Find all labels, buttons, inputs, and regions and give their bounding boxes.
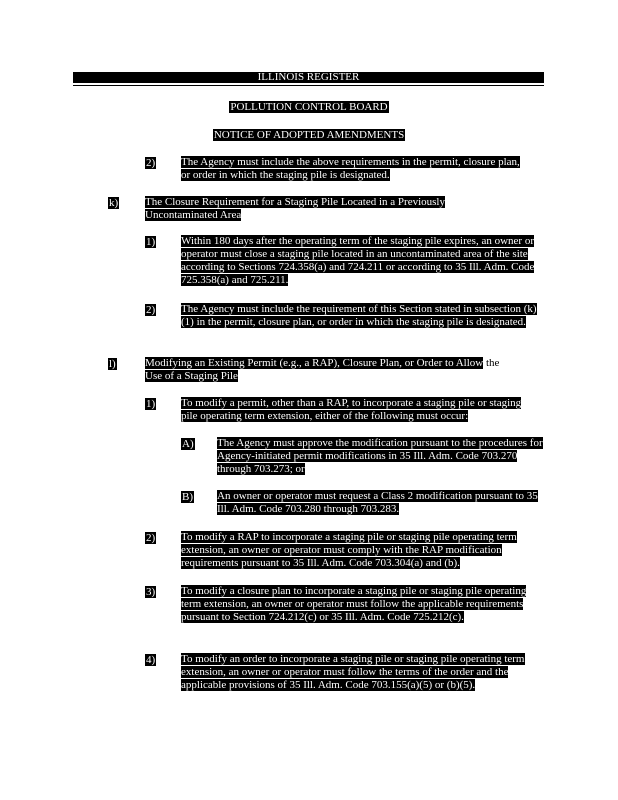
item-marker: 2) — [146, 157, 156, 169]
item-marker: 4) — [146, 654, 156, 666]
subitem-marker: B) — [182, 491, 193, 503]
register-header: ILLINOIS REGISTER — [73, 72, 544, 83]
paragraph: To modify a permit, other than a RAP, to incorporate a staging pile or staging pile operating term extension, either of the following must occur: — [181, 397, 522, 422]
item-marker: 2) — [146, 304, 156, 316]
section-marker: l) — [109, 358, 116, 370]
paragraph: The Agency must approve the modification pursuant to the procedures for Agency-initiated permit modifications in 35 Ill. Adm. Code 703.270 through 703.273; or — [217, 437, 543, 475]
paragraph: The Agency must include the requirement of this Section stated in subsection (k)(1) in the permit, closure plan, or order in which the staging pile is designated. — [181, 303, 537, 328]
paragraph: The Agency must include the above requirements in the permit, closure plan, or order in which the staging pile is designated. — [181, 156, 520, 181]
paragraph: Within 180 days after the operating term of the staging pile expires, an owner or operator must close a staging pile located in an uncontaminated area of the site according to Sections 724.358(a) and 724.211 or according to 35 Ill. Adm. Code 725.358(a) and 725.211. — [181, 235, 535, 286]
item-marker: 1) — [146, 398, 156, 410]
section-heading: Modifying an Existing Permit (e.g., a RAP), Closure Plan, or Order to Allow the Use of a Staging Pile — [145, 357, 500, 382]
paragraph: An owner or operator must request a Class 2 modification pursuant to 35 Ill. Adm. Code 703.280 through 703.283. — [217, 490, 538, 515]
section-heading: The Closure Requirement for a Staging Pile Located in a Previously Uncontaminated Area — [145, 196, 445, 221]
paragraph: To modify an order to incorporate a staging pile or staging pile operating term extension, an owner or operator must follow the terms of the order and the applicable provisions of 35 Ill. Adm. Code 703.155(a)(5) or (b)(5). — [181, 653, 525, 691]
header-rule — [73, 85, 544, 86]
board-title: POLLUTION CONTROL BOARD — [230, 101, 388, 113]
paragraph: To modify a RAP to incorporate a staging pile or staging pile operating term extension, an owner or operator must comply with the RAP modification requirements pursuant to 35 Ill. Adm. Code 703.304(a) and (b). — [181, 531, 517, 569]
subitem-marker: A) — [182, 438, 194, 450]
item-marker: 1) — [146, 236, 156, 248]
item-marker: 2) — [146, 532, 156, 544]
section-marker: k) — [109, 197, 119, 209]
item-marker: 3) — [146, 586, 156, 598]
paragraph: To modify a closure plan to incorporate a staging pile or staging pile operating term extension, an owner or operator must follow the applicable requirements pursuant to Section 724.212(c) or 35 Ill. Adm. Code 725.212(c). — [181, 585, 527, 623]
notice-title: NOTICE OF ADOPTED AMENDMENTS — [213, 129, 405, 141]
